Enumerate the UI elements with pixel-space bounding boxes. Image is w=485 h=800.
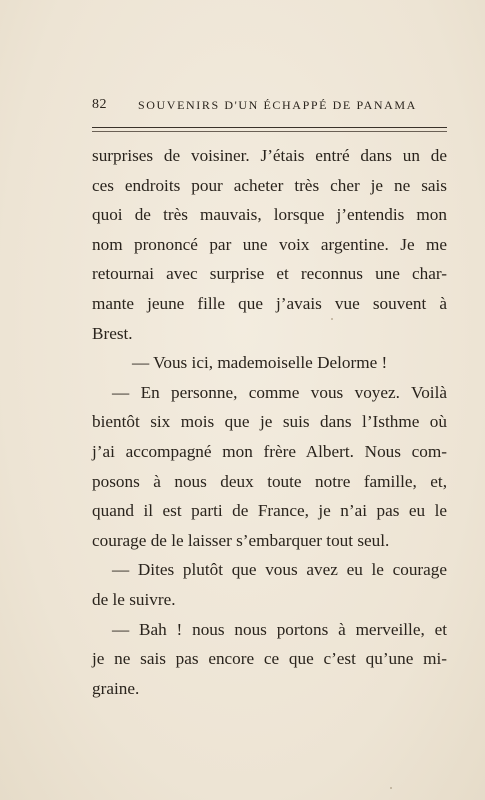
text-line: graine. xyxy=(92,678,140,698)
header-rule xyxy=(92,127,447,128)
text-line: — En personne, comme vous voyez. Voilà xyxy=(112,382,447,402)
text-line: quand il est parti de France, je n’ai pas eu le xyxy=(92,501,447,521)
text-line: je ne sais pas encore ce que c’est qu’une mi- xyxy=(92,649,447,669)
text-line: de le suivre. xyxy=(92,589,176,609)
running-title: SOUVENIRS D'UN ÉCHAPPÉ DE PANAMA xyxy=(138,98,417,112)
text-line: ces endroits pour acheter très cher je ne sais xyxy=(92,175,447,195)
text-line: quoi de très mauvais, lorsque j’entendis mon xyxy=(92,205,447,225)
text-line: posons à nous deux toute notre famille, et, xyxy=(92,471,447,491)
text-line: courage de le laisser s’embarquer tout seul. xyxy=(92,530,390,550)
text-line: — Vous ici, mademoiselle Delorme ! xyxy=(132,353,388,373)
paragraph xyxy=(92,555,447,614)
text-line: mante jeune fille que j’avais vue souvent à xyxy=(92,293,447,313)
text-line: surprises de voisiner. J’étais entré dans un de xyxy=(92,146,447,165)
text-line: — Dites plutôt que vous avez eu le courage xyxy=(112,560,447,580)
text-line: Brest. xyxy=(92,323,133,343)
text-line: j’ai accompagné mon frère Albert. Nous com- xyxy=(92,441,447,461)
paragraph xyxy=(92,378,447,556)
header-rule-thin xyxy=(92,131,447,132)
text-line: — Bah ! nous nous portons à merveille, et xyxy=(112,619,447,639)
text-line: retournai avec surprise et reconnus une char- xyxy=(92,264,447,284)
body-text xyxy=(92,141,447,703)
paper-speck xyxy=(390,787,392,789)
paragraph xyxy=(92,348,447,378)
text-line: nom prononcé par une voix argentine. Je me xyxy=(92,234,447,254)
text-line: bientôt six mois que je suis dans l’Isthme où xyxy=(92,412,447,432)
paragraph xyxy=(92,141,447,348)
page-number: 82 xyxy=(92,97,107,112)
paragraph xyxy=(92,615,447,704)
paper-speck xyxy=(331,318,333,320)
running-head xyxy=(92,97,447,117)
